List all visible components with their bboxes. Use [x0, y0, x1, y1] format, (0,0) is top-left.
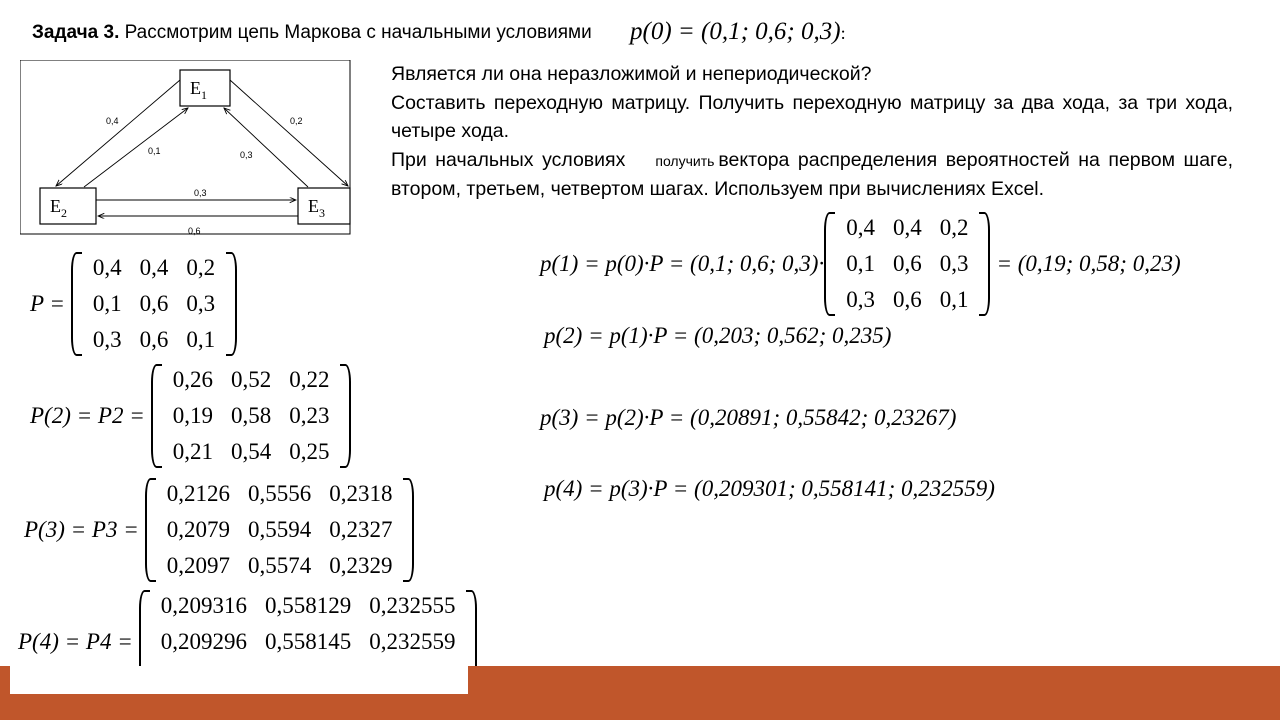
p1-lhs: p(1) = p(0)·P = (0,1; 0,6; 0,3)·: [540, 251, 825, 276]
equation-p2: p(2) = p(1)·P = (0,203; 0,562; 0,235): [544, 323, 892, 348]
matrix-cell: 0,6: [139, 327, 169, 352]
matrix-cell: 0,2329: [329, 553, 393, 578]
matrix-cell: 0,232559: [369, 629, 456, 654]
matrix-p: [30, 250, 237, 358]
matrix-cell: 0,6: [892, 287, 922, 312]
task-description: [391, 60, 1233, 204]
matrix-cell: 0,5574: [247, 553, 312, 578]
bracket-right: [979, 212, 990, 316]
matrix-cell: 0,2079: [166, 517, 230, 542]
p1-rhs: = (0,19; 0,58; 0,23): [996, 251, 1181, 276]
bracket-right: [340, 364, 351, 468]
question-text: Является ли она неразложимой и непериодической?: [391, 63, 872, 85]
matrix-p-label: P =: [30, 291, 65, 316]
matrix-cell: 0,5594: [247, 517, 312, 542]
bracket-left: [145, 478, 156, 582]
matrix-p2: [30, 362, 351, 470]
task-text: Рассмотрим цепь Маркова с начальными условиями: [124, 22, 592, 43]
matrix-row: [152, 624, 465, 660]
matrix-cell: 0,2318: [329, 481, 393, 506]
matrix-task-text: Составить переходную матрицу. Получить переходную матрицу за два хода, за три хода, четыре хода.: [391, 91, 1233, 142]
label-e3-e1: 0,3: [240, 150, 253, 160]
bracket-left: [151, 364, 162, 468]
matrix-row: [837, 282, 977, 318]
label-e2-e1: 0,1: [148, 146, 161, 156]
matrix-cell: 0,2: [186, 255, 216, 280]
label-e2-e3: 0,3: [194, 188, 207, 198]
edge-e2-e1: [84, 108, 188, 187]
bracket-right: [226, 252, 237, 356]
matrix-cell: 0,1: [186, 327, 216, 352]
matrix-cell: 0,1: [939, 287, 969, 312]
matrix-cell: 0,5556: [247, 481, 312, 506]
matrix-p2-label: P(2) = P2 =: [30, 403, 145, 428]
matrix-cell: 0,2097: [166, 553, 230, 578]
matrix-cell: 0,232555: [369, 593, 456, 618]
matrix-background-patch: [10, 666, 468, 694]
matrix-row: [837, 246, 977, 282]
matrix-cell: 0,23: [289, 403, 330, 428]
initial-rest: вектора распределения вероятностей на первом шаге, втором, третьем, четвертом шагах. Используем при вычислениях Excel.: [391, 148, 1233, 200]
matrix-cell: 0,209296: [160, 629, 247, 654]
edge-e1-e2: [56, 80, 180, 186]
label-e1-e3: 0,2: [290, 116, 303, 126]
task-label: Задача 3.: [32, 22, 120, 43]
edge-e1-e3: [230, 80, 348, 186]
matrix-row: [837, 210, 977, 246]
matrix-row: [152, 588, 465, 624]
matrix-cell: 0,3: [186, 291, 216, 316]
equation-p3: p(3) = p(2)·P = (0,20891; 0,55842; 0,23267): [540, 405, 957, 430]
matrix-cell: 0,4: [92, 255, 122, 280]
matrix-cell: 0,6: [892, 251, 922, 276]
initial-condition-formula: [630, 18, 846, 46]
matrix-cell: 0,6: [139, 291, 169, 316]
matrix-cell: 0,4: [892, 215, 922, 240]
matrix-cell: 0,3: [939, 251, 969, 276]
matrix-cell: 0,2327: [329, 517, 393, 542]
matrix-row: [84, 322, 224, 358]
matrix-p4-label: P(4) = P4 =: [18, 629, 133, 654]
matrix-cell: 0,54: [230, 439, 272, 464]
matrix-p3: [24, 476, 414, 584]
markov-state-graph: [20, 60, 360, 240]
matrix-p3-label: P(3) = P3 =: [24, 517, 139, 542]
matrix-row: [164, 434, 339, 470]
matrix-cell: 0,2: [939, 215, 969, 240]
matrix-cell: 0,1: [92, 291, 122, 316]
initial-prefix: При начальных условиях: [391, 148, 626, 171]
header-colon: :: [840, 23, 846, 43]
bracket-right: [403, 478, 414, 582]
bracket-left: [824, 212, 835, 316]
matrix-cell: 0,1: [846, 251, 875, 276]
p0-formula: p(0) = (0,1; 0,6; 0,3): [630, 18, 841, 45]
matrix-p3-table: [158, 476, 402, 584]
matrix-cell: 0,4: [846, 215, 875, 240]
matrix-cell: 0,558129: [264, 593, 352, 618]
matrix-cell: 0,2126: [166, 481, 230, 506]
matrix-cell: 0,58: [230, 403, 272, 428]
p1-matrix-table: [837, 210, 977, 318]
matrix-cell: 0,3: [92, 327, 122, 352]
matrix-row: [164, 398, 339, 434]
bracket-left: [71, 252, 82, 356]
matrix-cell: 0,558145: [264, 629, 352, 654]
matrix-cell: 0,22: [289, 367, 330, 392]
initial-small: получить: [655, 152, 715, 169]
matrix-cell: 0,52: [230, 367, 272, 392]
label-e3-e2: 0,6: [188, 226, 201, 236]
initial-conditions-text: [391, 146, 1233, 204]
matrix-p-table: [84, 250, 224, 358]
state-e3-label: $E_3$: [308, 196, 325, 220]
matrix-row: [164, 362, 339, 398]
matrix-cell: 0,26: [172, 367, 213, 392]
task-header: [32, 22, 592, 44]
equation-p1: [540, 210, 1181, 318]
matrix-cell: 0,19: [172, 403, 213, 428]
state-e2-label: $E_2$: [50, 196, 67, 220]
matrix-cell: 0,3: [846, 287, 875, 312]
matrix-cell: 0,21: [172, 439, 213, 464]
matrix-cell: 0,209316: [160, 593, 247, 618]
equation-p4: p(4) = p(3)·P = (0,209301; 0,558141; 0,232559): [544, 476, 995, 501]
matrix-row: [158, 512, 402, 548]
matrix-cell: 0,25: [289, 439, 330, 464]
state-e1-label: $E_1$: [190, 78, 207, 102]
matrix-cell: 0,4: [139, 255, 169, 280]
matrix-row: [84, 250, 224, 286]
matrix-p2-table: [164, 362, 339, 470]
matrix-row: [158, 548, 402, 584]
matrix-row: [84, 286, 224, 322]
label-e1-e2: 0,4: [106, 116, 119, 126]
matrix-row: [158, 476, 402, 512]
state-e2-box: [40, 188, 96, 224]
